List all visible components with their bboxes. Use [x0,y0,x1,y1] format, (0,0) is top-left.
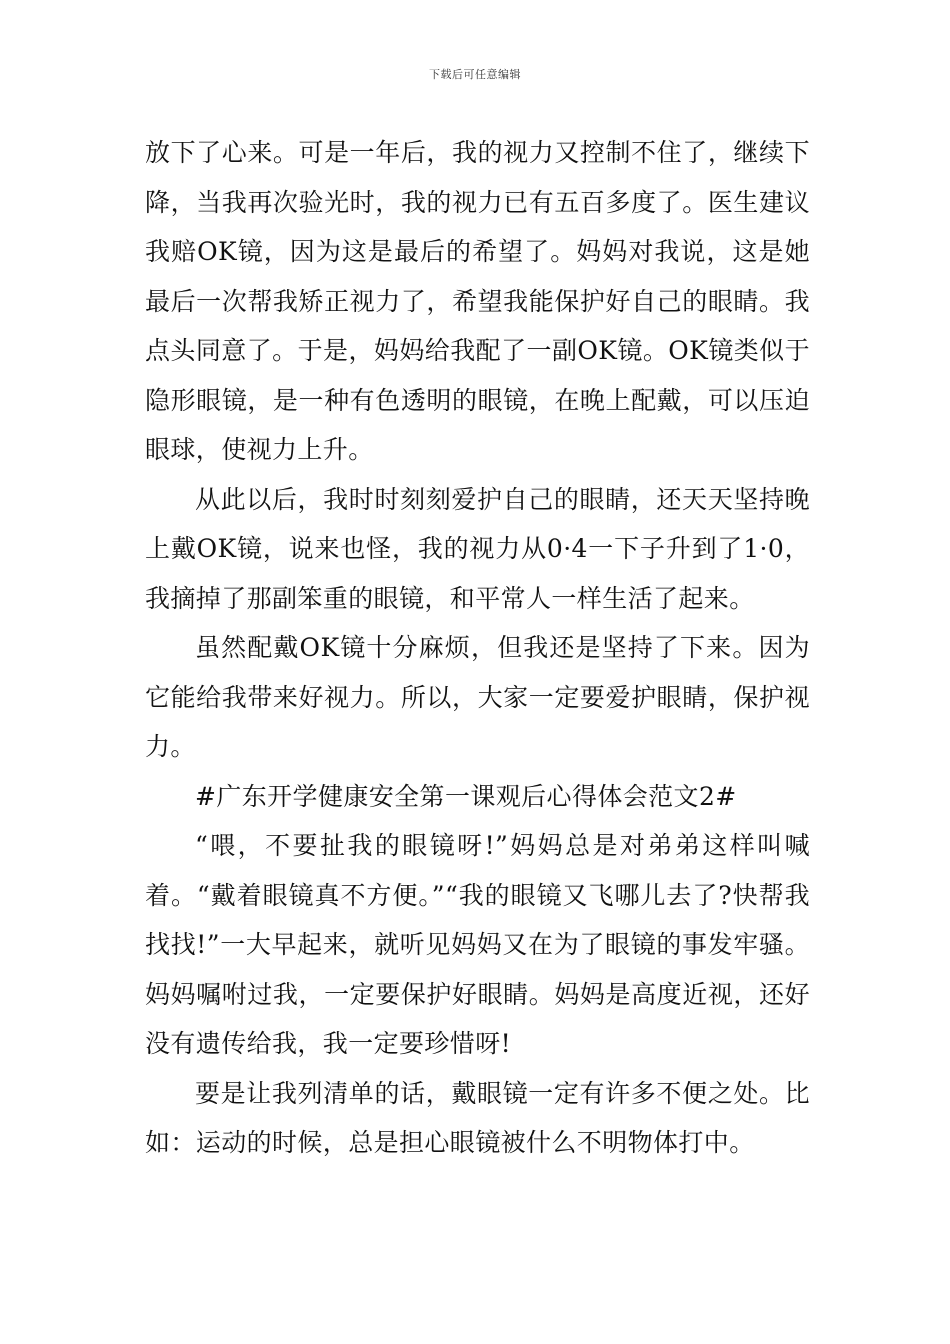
paragraph-2: 从此以后，我时时刻刻爱护自己的眼睛，还天天坚持晚上戴OK镜，说来也怪，我的视力从0·4一下子升到了1·0，我摘掉了那副笨重的眼镜，和平常人一样生活了起来。 [145,484,810,613]
paragraph-1: 放下了心来。可是一年后，我的视力又控制不住了，继续下降，当我再次验光时，我的视力已有五百多度了。医生建议我赔OK镜，因为这是最后的希望了。妈妈对我说，这是她最后一次帮我矫正视力了，希望我能保护好自己的眼睛。我点头同意了。于是，妈妈给我配了一副OK镜。OK镜类似于隐形眼镜，是一种有色透明的眼镜，在晚上配戴，可以压迫眼球，使视力上升。 [145,138,810,464]
paragraph-5: 要是让我列清单的话，戴眼镜一定有许多不便之处。比如：运动的时候，总是担心眼镜被什么不明物体打中。 [145,1078,810,1157]
page-header: 下载后可任意编辑 [429,68,521,81]
section-heading: #广东开学健康安全第一课观后心得体会范文2# [195,781,737,811]
paragraph-3: 虽然配戴OK镜十分麻烦，但我还是坚持了下来。因为它能给我带来好视力。所以，大家一定要爱护眼睛，保护视力。 [145,633,810,761]
document-body [145,128,810,1168]
paragraph-4: “喂，不要扯我的眼镜呀!”妈妈总是对弟弟这样叫喊着。“戴着眼镜真不方便。”“我的眼镜又飞哪儿去了?快帮我找找!”一大早起来，就听见妈妈又在为了眼镜的事发牢骚。妈妈嘱咐过我，一定要保护好眼睛。妈妈是高度近视，还好没有遗传给我，我一定要珍惜呀! [145,831,810,1058]
